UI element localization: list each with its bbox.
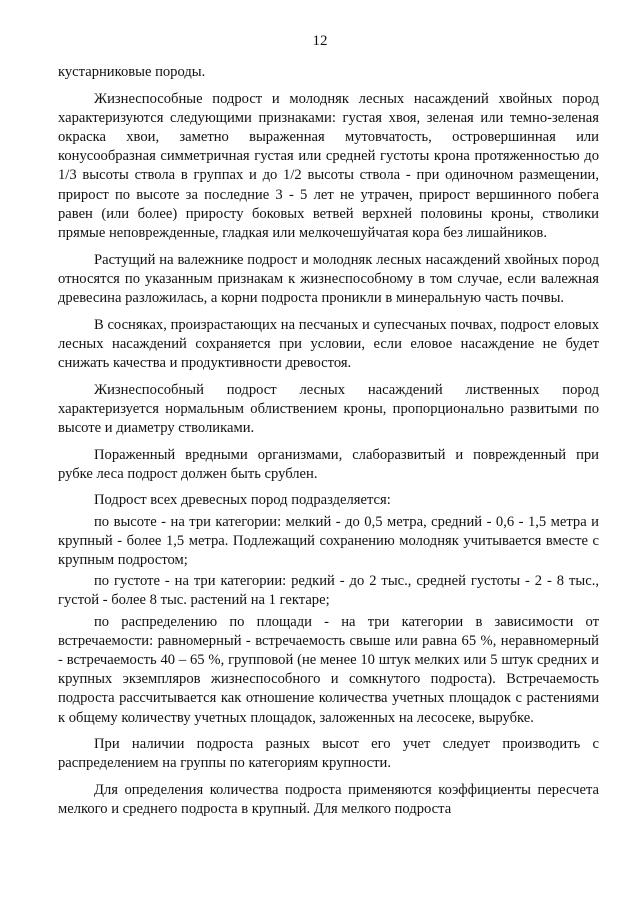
paragraph-conifer-viability: Жизнеспособные подрост и молодняк лесных насаждений хвойных пород характеризуются следующими признаками: густая хвоя, зеленая или темно-зеленая окраска хвои, заметно выраженная мутовчатость, островершинная или конусообразная симметричная густая или средней густоты крона протяженностью до 1/3 высоты ствола в группах и до 1/2 высоты ствола - при одиночном размещении, прирост по высоте за последние 3 - 5 лет не утрачен, прирост вершинного побега равен (или более) приросту боковых ветвей верхней половины кроны, стволики прямые неповрежденные, гладкая или мелкочешуйчатая кора без лишайников. bbox=[58, 90, 599, 242]
paragraph-damaged-undergrowth: Пораженный вредными организмами, слаборазвитый и поврежденный при рубке леса подрост должен быть срублен. bbox=[58, 446, 599, 482]
document-body bbox=[58, 63, 599, 827]
paragraph-pine-stands: В сосняках, произрастающих на песчаных и супесчаных почвах, подрост еловых лесных насаждений сохраняется при условии, если еловое насаждение не будет снижать качества и продуктивности древостоя. bbox=[58, 316, 599, 372]
paragraph-conversion-coefficients: Для определения количества подроста применяются коэффициенты пересчета мелкого и среднего подроста в крупный. Для мелкого подроста bbox=[58, 782, 599, 818]
paragraph-classification-intro: Подрост всех древесных пород подразделяется: bbox=[94, 492, 391, 509]
paragraph-continuation: кустарниковые породы. bbox=[58, 64, 206, 80]
paragraph-deciduous-viability: Жизнеспособный подрост лесных насаждений лиственных пород характеризуется нормальным облиствением кроны, пропорционально развитыми по высоте и диаметру стволиками. bbox=[58, 381, 599, 437]
paragraph-by-distribution: по распределению по площади - на три категории в зависимости от встречаемости: равномерный - встречаемость свыше или равна 65 %, неравномерный - встречаемость 40 – 65 %, групповой (не менее 10 штук мелких или 5 штук средних и крупных экземпляров жизнеспособного и сомкнутого подроста). Встречаемость подроста рассчитывается как отношение количества учетных площадок с растениями к общему количеству учетных площадок, заложенных на лесосеке, вырубке. bbox=[58, 613, 599, 726]
paragraph-by-height: по высоте - на три категории: мелкий - до 0,5 метра, средний - 0,6 - 1,5 метра и крупный - более 1,5 метра. Подлежащий сохранению молодняк учитывается вместе с крупным подростом; bbox=[58, 513, 599, 569]
paragraph-by-density: по густоте - на три категории: редкий - до 2 тыс., средней густоты - 2 - 8 тыс., густой - более 8 тыс. растений на 1 гектаре; bbox=[58, 573, 599, 609]
page-number: 12 bbox=[312, 33, 328, 49]
paragraph-height-accounting: При наличии подроста разных высот его учет следует производить с распределением на группы по категориям крупности. bbox=[58, 736, 599, 772]
paragraph-deadwood-growth: Растущий на валежнике подрост и молодняк лесных насаждений хвойных пород относятся по указанным признакам к жизнеспособному в том случае, если валежная древесина разложилась, а корни подроста проникли в минеральную часть почвы. bbox=[58, 251, 599, 307]
